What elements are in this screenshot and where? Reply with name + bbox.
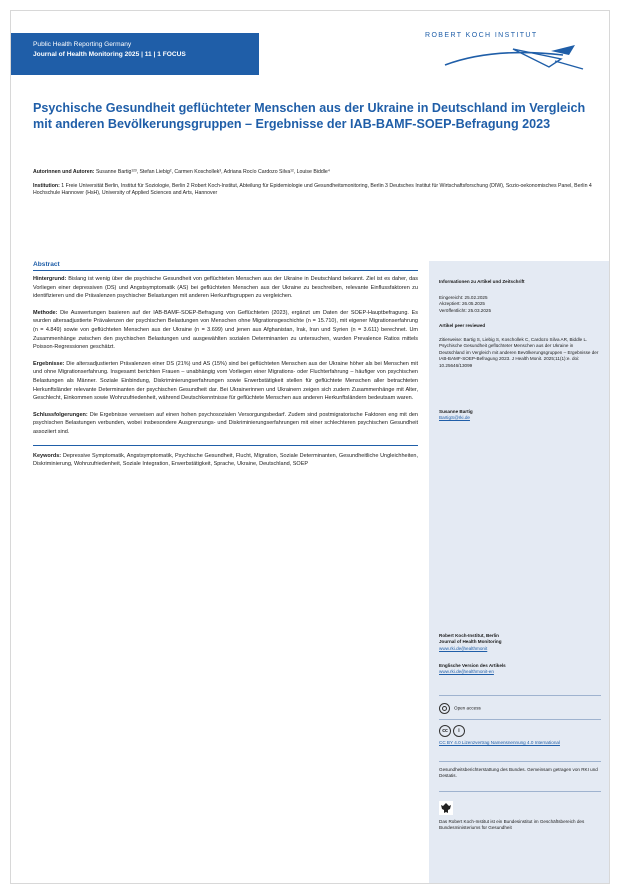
authors-names: Susanne Bartig¹²³, Stefan Liebig², Carmen Koschollek³, Adriana Rocío Cardozo Silva¹², Louise Biddle⁴	[95, 169, 330, 175]
sidebar-english-version	[439, 663, 599, 676]
keywords-rule	[33, 445, 418, 446]
abstract-conclusions: Schlussfolgerungen: Die Ergebnisse verweisen auf einen hohen psychosozialen Versorgungsbedarf. Zudem sind postmigratorische Faktoren eng mit den psychischen Belastungen verbunden, wobei insbesondere Ausgrenzungs- und Diskriminierungserfahrungen mit einer schlechteren psychischen Gesundheit assoziiert sind.	[33, 411, 418, 435]
english-version-title: Englische Version des Artikels	[439, 663, 506, 668]
sidebar-divider-2	[439, 719, 601, 720]
rki-logo-text: ROBERT KOCH INSTITUT	[425, 32, 538, 39]
license-link[interactable]: CC BY 4.0 Lizenzvertrag Namensnennung 4.0 International	[439, 740, 560, 745]
abstract-methods: Methode: Die Auswertungen basieren auf der IAB-BAMF-SOEP-Befragung von Geflüchteten (2023), ergänzt um Daten der SOEP-Hauptbefragung. Es wurden altersadjustierte Prävalenzen der psychischen Belastungen von Menschen ohne Migrationsgeschichte (n = 15.710), mit eigener Migrationserfahrung (n = 4.849) sowie von geflüchteten Menschen aus der Ukraine (n = 3.699) und jenen aus Afghanistan, Irak, Iran und Syrien (n = 3.611) berechnet. Um Zusammenhänge zwischen den psychischen Belastungen und ausgewählten sozialen Determinanten zu untersuchen, wurden Prevalence Ratios mittels Poisson-Regressionen geschätzt.	[33, 309, 418, 351]
affiliations-label: Institution:	[33, 183, 60, 189]
date-submitted: Eingereicht: 25.02.2025	[439, 295, 488, 300]
journal-name: Journal of Health Monitoring 2025 | 11 | 1 FOCUS	[33, 51, 186, 58]
sidebar-divider-4	[439, 791, 601, 792]
date-published: Veröffentlicht: 25.03.2025	[439, 307, 492, 313]
paper-page	[10, 10, 610, 884]
sidebar-contact	[439, 409, 599, 422]
article-info-sidebar	[429, 261, 610, 884]
abstract-results: Ergebnisse: Die altersadjustierten Prävalenzen einer DS (21%) und AS (15%) sind bei geflüchteten Menschen aus der Ukraine höher als bei Menschen mit und ohne Migrationserfahrung. Insgesamt berichten Frauen – unabhängig vom Vorliegen einer Migrations- oder Fluchterfahrung – häufiger von psychischen Belastungen als Männer. Soziale Einbindung, Diskriminierungserfahrungen sowie Erwerbstätigkeit stellen für geflüchtete Menschen aller betrachteten Herkunftsländer relevante Determinanten der psychischen Gesundheit dar. Bei Ukrainerinnen und Ukrainern zeigen sich zudem Zusammenhänge mit Alter, Geschlecht, Einkommen sowie Wohnzufriedenheit, während Deutschkenntnisse für geflüchtete Menschen aus anderen Herkunftsländern bedeutsam waren.	[33, 360, 418, 402]
date-accepted: Akzeptiert: 26.05.2025	[439, 301, 485, 307]
rki-logo	[425, 29, 595, 79]
by-person-icon: i	[453, 725, 465, 737]
sidebar-funding: Gesundheitsberichterstattung des Bundes. Gemeinsam getragen von RKI und Destatis.	[439, 767, 598, 779]
sidebar-license	[439, 725, 599, 746]
abstract-body	[33, 275, 418, 477]
affiliations-text: 1 Freie Universität Berlin, Institut für Soziologie, Berlin 2 Robert Koch-Institut, Abteilung für Epidemiologie und Gesundheitsmonitoring, Berlin 3 Deutsches Institut für Wirtschaftsforschung (DIW), Sozio-oekonomisches Panel, Berlin 4 Hochschule Hannover (HsH), University of Applied Sciences and Arts, Hannover	[33, 183, 592, 197]
journal-header-box	[11, 33, 259, 75]
sidebar-publisher	[439, 633, 599, 652]
cc-by-icons	[439, 725, 599, 737]
contact-email-link[interactable]: BartigS@rki.de	[439, 415, 470, 421]
authors-label: Autorinnen und Autoren:	[33, 169, 95, 175]
affiliations	[33, 183, 593, 197]
contact-name: Susanne Bartig	[439, 409, 473, 414]
english-version-link[interactable]: www.rki.de/jhealthmonit-en	[439, 669, 494, 675]
sidebar-open-access	[439, 703, 599, 714]
publisher-journal: Journal of Health Monitoring	[439, 639, 502, 645]
federal-eagle-icon	[439, 801, 453, 815]
sidebar-institute-note: Das Robert Koch-Institut ist ein Bundesinstitut im Geschäftsbereich des Bundesministeriums für Gesundheit	[439, 819, 585, 831]
sidebar-info-title: Informationen zu Artikel und Zeitschrift	[439, 279, 525, 284]
open-access-label: Open access	[454, 705, 481, 711]
sidebar-divider-1	[439, 695, 601, 696]
publisher-name: Robert Koch-Institut, Berlin	[439, 633, 499, 638]
sidebar-dates	[439, 295, 599, 314]
publisher-link[interactable]: www.rki.de/jhealthmonit	[439, 645, 488, 651]
series-name: Public Health Reporting Germany	[33, 41, 132, 48]
abstract-keywords: Keywords: Depressive Symptomatik, Angstsymptomatik, Psychische Gesundheit, Flucht, Migration, Soziale Determinanten, Gesundheitliche Ungleichheiten, Diskriminierung, Wohnzufriedenheit, Soziale Integration, Erwerbstätigkeit, Sprache, Ukraine, Deutschland, SOEP	[33, 452, 418, 468]
paper-title: Psychische Gesundheit geflüchteter Menschen aus der Ukraine in Deutschland im Vergleich mit anderen Bevölkerungsgruppen – Ergebnisse der IAB-BAMF-SOEP-Befragung 2023	[33, 101, 586, 131]
rki-logo-icon	[443, 43, 593, 73]
sidebar-citation: Zitierweise: Bartig S, Liebig S, Koschollek C, Cardozo Silva AR, Biddle L. Psychische Gesundheit geflüchteter Menschen aus der Ukraine in Deutschland im Vergleich mit anderen Bevölkerungsgruppen – Ergebnisse der IAB-BAMF-SOEP-Befragung 2023. J Health Monit. 2025;11(1):e. doi: 10.25646/13099	[439, 337, 599, 368]
abstract-top-rule	[33, 270, 418, 271]
cc-icon: cc	[439, 725, 451, 737]
abstract-heading: Abstract	[33, 261, 60, 268]
authors-line	[33, 169, 593, 176]
sidebar-divider-3	[439, 761, 601, 762]
sidebar-peer-reviewed: Artikel peer reviewed	[439, 323, 486, 328]
open-access-icon	[439, 703, 450, 714]
abstract-background: Hintergrund: Bislang ist wenig über die psychische Gesundheit von geflüchteten Menschen aus der Ukraine in Deutschland bekannt. Ziel ist es daher, das Vorliegen einer depressiven (DS) und Angstsymptomatik (AS) bei geflüchteten Menschen aus der Ukraine zu beschreiben, relevante Einflussfaktoren zu identifizieren und die Prävalenzen psychischer Belastungen mit anderen Herkunftsgruppen zu vergleichen.	[33, 276, 418, 300]
